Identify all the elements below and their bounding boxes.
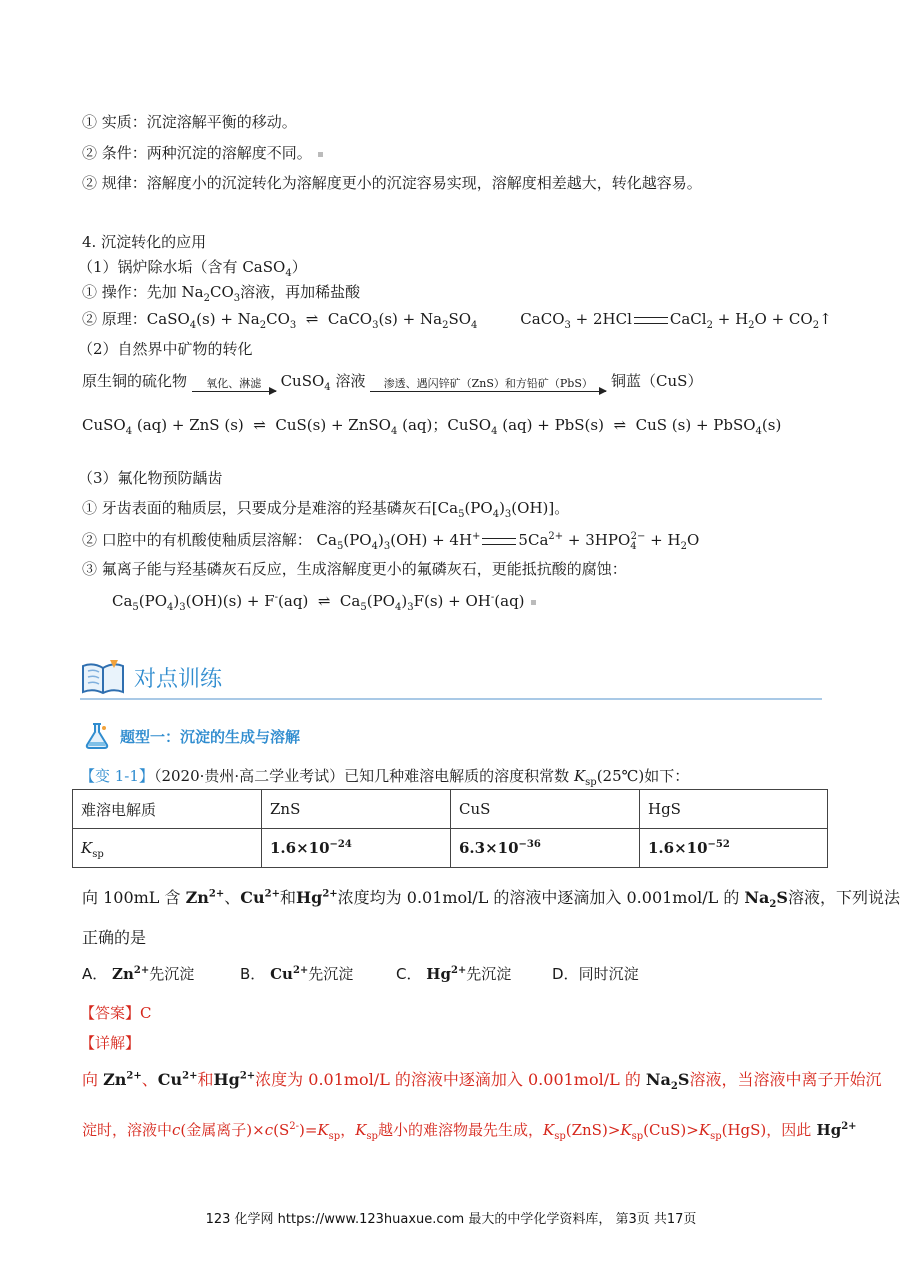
detail-line-1: 向 $Zn^{2+}$、$Cu^{2+}$和$Hg^{2+}$浓度为 0.01mol/L 的溶液中逐滴加入 0.001mol/L 的 $Na_2S$溶液，当溶液中离子开始沉: [82, 1070, 882, 1093]
equals-sign: [634, 317, 668, 324]
equals-sign: [482, 538, 516, 545]
fluoride-equation: $Ca_5(PO_4)_3(OH)(s) + F^-(aq)$ ⇌ $Ca_5(PO_4)_3F(s) + OH^-(aq)$: [112, 590, 536, 612]
question-tag: 【变 1-1】: [80, 767, 154, 785]
fluoride-line-3: ③ 氟离子能与羟基磷灰石反应，生成溶解度更小的氟磷灰石，更能抵抗酸的腐蚀：: [82, 560, 627, 578]
fluoride-line-1: ① 牙齿表面的釉质层，只要成分是难溶的羟基磷灰石$[Ca_5(PO_4)_3(OH)]$。: [82, 499, 570, 520]
table-cell: $K_{sp}$: [73, 829, 262, 868]
boiler-operation: ① 操作：先加 $Na_2CO_3$溶液，再加稀盐酸: [82, 283, 361, 304]
question-stem-end: 正确的是: [82, 928, 147, 947]
table-cell: $6.3\times 10^{-36}$: [451, 829, 640, 868]
ksp-table: [72, 789, 828, 868]
table-cell: $1.6\times 10^{-24}$: [262, 829, 451, 868]
table-header-cell: CuS: [451, 790, 640, 829]
fluoride-line-2: ② 口腔中的有机酸使釉质层溶解： $Ca_5(PO_4)_3(OH) + 4H^+$ $5Ca^{2+} + 3HPO_4^{2-} + H_2O$: [82, 531, 700, 552]
mineral-title: （2）自然界中矿物的转化: [78, 340, 253, 358]
mark-dot: [531, 600, 536, 605]
mineral-scheme: [82, 370, 702, 406]
mark-dot: [318, 152, 323, 157]
table-cell: $1.6\times 10^{-52}$: [640, 829, 828, 868]
detail-label: 【详解】: [80, 1034, 141, 1052]
boiler-title: （1）锅炉除水垢（含有 CaSO$_4$）: [78, 258, 307, 279]
page-footer: 123 化学网 https://www.123huaxue.com 最大的中学化学资料库， 第3页 共17页: [205, 1212, 697, 1227]
table-row: [73, 790, 828, 829]
option-b[interactable]: B． $Cu^{2+}$先沉淀: [240, 965, 354, 983]
table-row: [73, 829, 828, 868]
option-c[interactable]: C． $Hg^{2+}$先沉淀: [396, 965, 512, 983]
table-header-cell: ZnS: [262, 790, 451, 829]
section-title: 对点训练: [134, 667, 223, 692]
question-stem: 向 100mL 含 $Zn^{2+}$、$Cu^{2+}$和$Hg^{2+}$浓度均为 0.01mol/L 的溶液中逐滴加入 0.001mol/L 的 $Na_2S$溶液，下列说法: [82, 888, 900, 911]
principle-essence: ① 实质：沉淀溶解平衡的移动。: [82, 113, 297, 131]
reaction-arrow-1: 氧化、淋滤: [192, 377, 276, 392]
answer-line: 【答案】C: [80, 1004, 152, 1022]
table-header-cell: 难溶电解质: [73, 790, 262, 829]
fluoride-title: （3）氟化物预防龋齿: [78, 469, 223, 487]
question-source: 【变 1-1】（2020·贵州·高二学业考试）已知几种难溶电解质的溶度积常数 $K_{sp}(25℃)$如下：: [80, 767, 690, 788]
answer-value: C: [140, 1004, 152, 1022]
mineral-end: 铜蓝（CuS）: [611, 372, 703, 390]
mineral-equation: CuSO$_4$ (aq) + ZnS (s) ⇌ CuS(s) + ZnSO$_4$ (aq)；CuSO$_4$ (aq) + PbS(s) ⇌ CuS (s) + PbSO$_4$(s): [82, 416, 782, 437]
flask-icon: [82, 721, 112, 751]
application-heading: 4. 沉淀转化的应用: [82, 233, 207, 251]
principle-rule: ② 规律：溶解度小的沉淀转化为溶解度更小的沉淀容易实现，溶解度相差越大，转化越容易。: [82, 174, 702, 192]
section-divider: [80, 698, 822, 700]
option-a[interactable]: A． $Zn^{2+}$先沉淀: [82, 965, 195, 983]
boiler-principle: ② 原理：CaSO$_4$(s) + $Na_2CO_3$ ⇌ CaCO$_3$(s) + $Na_2SO_4$ CaCO$_3$ + 2HCl CaCl$_2$ + $H_2O$ + $CO_2↑$: [82, 310, 832, 331]
mineral-mid: CuSO$_4$ 溶液: [280, 372, 366, 393]
table-header-cell: HgS: [640, 790, 828, 829]
question-type-title: 题型一：沉淀的生成与溶解: [120, 728, 301, 746]
detail-line-2: 淀时，溶液中c(金属离子)$\times c(S^{2-})=K_{sp}$，$K_{sp}$越小的难溶物最先生成，$K_{sp}(ZnS)>K_{sp}(CuS)>K_{sp}(HgS)$，因此 $Hg^{2+}$: [82, 1121, 857, 1142]
reaction-arrow-2: 渗透、遇闪锌矿（ZnS）和方铅矿（PbS）: [370, 377, 606, 392]
mineral-start: 原生铜的硫化物: [82, 372, 188, 390]
book-icon: [80, 656, 126, 696]
option-d[interactable]: D．同时沉淀: [552, 965, 639, 983]
principle-condition: ② 条件：两种沉淀的溶解度不同。: [82, 142, 323, 164]
